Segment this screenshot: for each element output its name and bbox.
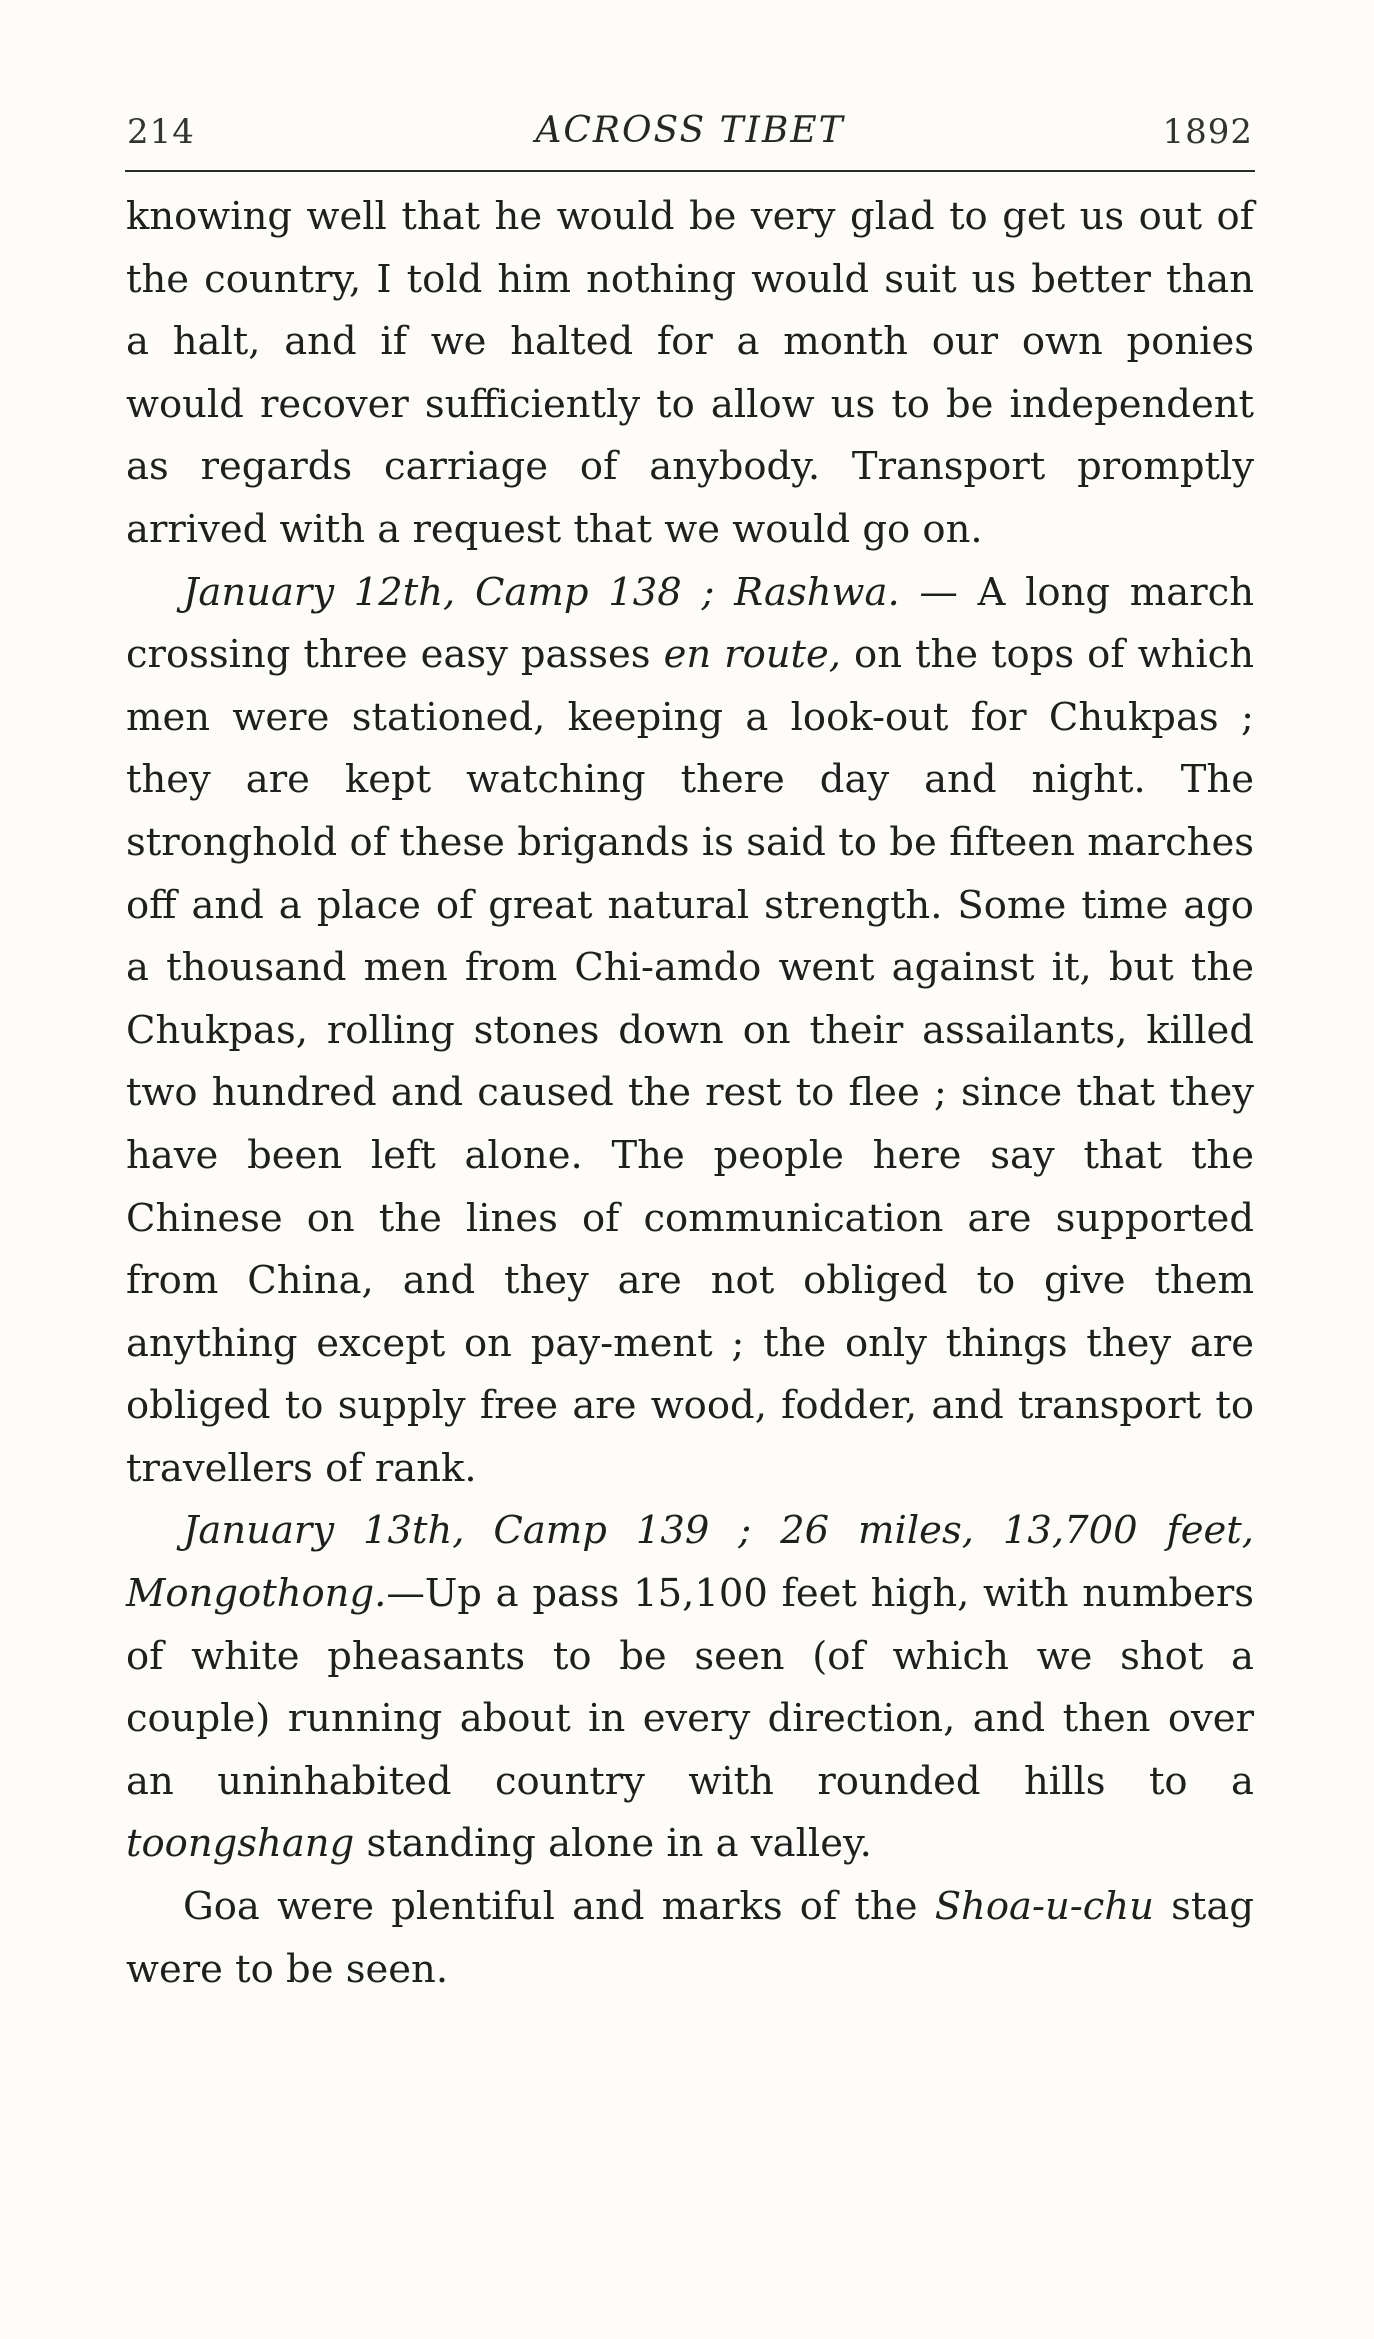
- paragraph-text: Goa were plentiful and marks of the: [183, 1884, 935, 1930]
- page-number: 214: [127, 112, 195, 152]
- paragraph-text: standing alone in a valley.: [354, 1821, 872, 1867]
- running-title: ACROSS TIBET: [535, 110, 845, 151]
- paragraph-text: — A long march crossing three easy passes: [126, 569, 1254, 678]
- header-year: 1892: [1162, 112, 1253, 152]
- diary-entry-heading: January 12th, Camp 138 ; Rashwa.: [183, 569, 900, 615]
- diary-entry-heading: January 13th, Camp 139 ; 26 miles, 13,700 feet, Mongothong.: [126, 1508, 1254, 1617]
- paragraph-continuation: [126, 186, 1254, 562]
- paragraph-january-12: [126, 562, 1254, 1501]
- header-rule: [125, 170, 1255, 172]
- paragraph-text: on the tops of which men were stationed, keeping a look-out for Chukpas ; they are kept watching there day and night. The stronghold of these brigands is said to be fifteen marches off and a place of great natural strength. Some time ago a thousand men from Chi-amdo went against it, but the Chukpas, rolling stones down on their assailants, killed two hundred and caused the rest to flee ; since that they have been left alone. The people here say that the Chinese on the lines of communication are supported from China, and they are not obliged to give them anything except on pay-ment ; the only things they are obliged to supply free are wood, fodder, and transport to travellers of rank.: [126, 632, 1254, 1491]
- body-text: [126, 186, 1254, 2001]
- italic-term: toongshang: [126, 1821, 355, 1867]
- paragraph-text: stag were to be seen.: [126, 1884, 1254, 1992]
- paragraph-text: knowing well that he would be very glad to get us out of the country, I told him nothing would suit us better than a halt, and if we halted for a month our own ponies would recover sufficiently to allow us to be independent as regards carriage of anybody. Transport promptly arrived with a request that we would go on.: [126, 194, 1254, 552]
- italic-phrase: en route,: [663, 632, 842, 678]
- paragraph-goa: [126, 1876, 1254, 2001]
- paragraph-text: —Up a pass 15,100 feet high, with numbers of white pheasants to be seen (of which we shot a couple) running about in every direction, and then over an uninhabited country with rounded hills to a: [126, 1571, 1254, 1804]
- paragraph-january-13: [126, 1500, 1254, 1876]
- italic-species-name: Shoa-u-chu: [934, 1884, 1154, 1930]
- running-head: [125, 110, 1255, 160]
